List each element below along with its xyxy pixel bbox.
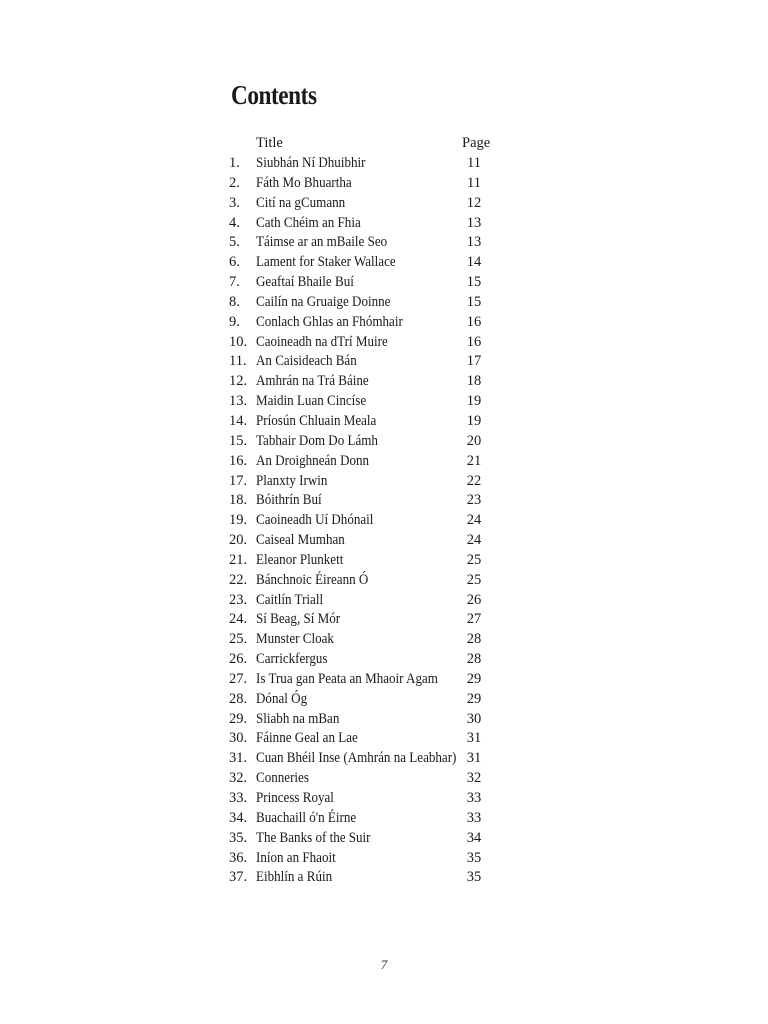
contents-entry	[229, 333, 499, 353]
entry-title: Lament for Staker Wallace	[256, 254, 396, 271]
entry-page: 12	[466, 194, 482, 211]
contents-entry	[229, 313, 499, 333]
entry-number: 1.	[229, 155, 240, 171]
entry-number: 23.	[229, 591, 248, 608]
entry-title: Táimse ar an mBaile Seo	[256, 234, 388, 251]
contents-entry	[229, 372, 499, 392]
entry-page: 15	[466, 293, 482, 310]
entry-number: 26.	[229, 651, 248, 668]
entry-page: 11	[467, 155, 481, 171]
entry-title: Maidin Luan Cincíse	[256, 393, 367, 410]
entry-page: 31	[466, 750, 482, 767]
contents-entry	[229, 273, 499, 293]
entry-page: 24	[466, 512, 482, 529]
entry-title: Fáinne Geal an Lae	[256, 730, 358, 747]
entry-page: 25	[466, 551, 482, 568]
entry-title: An Droighneán Donn	[256, 452, 370, 469]
entry-title: Eleanor Plunkett	[256, 551, 344, 568]
contents-entry	[229, 511, 499, 531]
entry-page: 31	[466, 730, 482, 747]
entry-page: 27	[466, 611, 482, 628]
contents-entry	[229, 829, 499, 849]
page-title: Contents	[231, 80, 317, 110]
entry-title: Planxty Irwin	[256, 472, 328, 489]
entry-title: Bánchnoic Éireann Ó	[256, 571, 369, 588]
entry-title: Fáth Mo Bhuartha	[256, 174, 352, 191]
entry-title: Buachaill ó'n Éirne	[256, 809, 357, 826]
entry-number: 13.	[229, 393, 248, 410]
entry-number: 21.	[229, 551, 248, 568]
contents-entry	[229, 769, 499, 789]
entry-title: Cath Chéim an Fhia	[256, 214, 361, 231]
entry-title: Munster Cloak	[256, 631, 334, 648]
contents-entry	[229, 412, 499, 432]
entry-title: Conneries	[256, 770, 309, 787]
entry-number: 10.	[229, 333, 248, 350]
entry-title: Amhrán na Trá Báine	[256, 373, 369, 390]
contents-entry	[229, 531, 499, 551]
entry-page: 32	[466, 770, 482, 787]
entry-number: 5.	[229, 234, 240, 251]
entry-title: An Caisideach Bán	[256, 353, 357, 370]
contents-entry	[229, 789, 499, 809]
entry-title: Caoineadh na dTrí Muire	[256, 333, 388, 350]
contents-entry	[229, 610, 499, 630]
entry-number: 15.	[229, 432, 248, 449]
contents-entry	[229, 571, 499, 591]
contents-entry	[229, 174, 499, 194]
entry-title: Príosún Chluain Meala	[256, 412, 377, 429]
entry-number: 25.	[229, 631, 248, 648]
entry-number: 16.	[229, 452, 248, 469]
entry-number: 36.	[229, 849, 248, 866]
contents-entry	[229, 630, 499, 650]
contents-entry	[229, 293, 499, 313]
entry-title: Siubhán Ní Dhuibhir	[256, 155, 366, 171]
entry-page: 29	[466, 670, 482, 687]
entry-title: Carrickfergus	[256, 651, 328, 668]
contents-entry	[229, 690, 499, 710]
entry-number: 32.	[229, 770, 248, 787]
entry-title: Cailín na Gruaige Doinne	[256, 293, 391, 310]
entry-page: 22	[466, 472, 482, 489]
contents-entry	[229, 432, 499, 452]
entry-number: 19.	[229, 512, 248, 529]
entry-title: Cití na gCumann	[256, 194, 346, 211]
entry-number: 17.	[229, 472, 248, 489]
entry-number: 8.	[229, 293, 240, 310]
entry-page: 29	[466, 690, 482, 707]
contents-entry	[229, 650, 499, 670]
entry-number: 18.	[229, 492, 248, 509]
entry-page: 28	[466, 651, 482, 668]
entry-page: 20	[466, 432, 482, 449]
contents-entry	[229, 253, 499, 273]
page-number: 7	[380, 957, 388, 972]
entry-page: 23	[466, 492, 482, 509]
entry-page: 19	[466, 412, 482, 429]
contents-entry	[229, 491, 499, 511]
entry-number: 37.	[229, 869, 248, 886]
entry-page: 35	[466, 849, 482, 866]
contents-entry	[229, 194, 499, 214]
entry-number: 6.	[229, 254, 240, 271]
entry-title: Geaftaí Bhaile Buí	[256, 274, 354, 291]
entry-title: Sí Beag, Sí Mór	[256, 611, 341, 628]
contents-entry	[229, 749, 499, 769]
entry-number: 33.	[229, 790, 248, 806]
column-header-title: Title	[256, 135, 283, 151]
entry-title: The Banks of the Suir	[256, 829, 371, 846]
entry-number: 4.	[229, 214, 240, 231]
entry-page: 19	[466, 393, 482, 410]
entry-number: 7.	[229, 274, 240, 291]
entry-page: 24	[466, 532, 482, 549]
contents-entry	[229, 849, 499, 869]
entry-number: 3.	[229, 194, 240, 211]
entry-number: 11.	[229, 353, 247, 370]
contents-entry	[229, 670, 499, 690]
entry-title: Caitlín Triall	[256, 591, 324, 608]
entry-title: Iníon an Fhaoit	[256, 849, 336, 866]
entry-title: Is Trua gan Peata an Mhaoir Agam	[256, 670, 438, 687]
entry-number: 30.	[229, 730, 248, 747]
entry-page: 25	[466, 571, 482, 588]
contents-entry	[229, 452, 499, 472]
entry-page: 33	[466, 809, 482, 826]
contents-entry	[229, 868, 499, 888]
entry-number: 24.	[229, 611, 248, 628]
contents-entry	[229, 154, 499, 174]
contents-entry	[229, 352, 499, 372]
entry-title: Tabhair Dom Do Lámh	[256, 432, 378, 449]
contents-entry	[229, 233, 499, 253]
entry-number: 2.	[229, 174, 240, 191]
entry-title: Conlach Ghlas an Fhómhair	[256, 313, 403, 330]
entry-page: 13	[466, 234, 482, 251]
contents-entry	[229, 551, 499, 571]
entry-number: 31.	[229, 750, 248, 767]
entry-number: 35.	[229, 829, 248, 846]
entry-page: 26	[466, 591, 482, 608]
entry-number: 20.	[229, 532, 248, 549]
contents-entry	[229, 591, 499, 611]
entry-page: 21	[466, 452, 482, 469]
entry-title: Eibhlín a Rúin	[256, 869, 333, 886]
column-header-page: Page	[462, 135, 491, 151]
contents-list	[229, 154, 499, 888]
entry-title: Cuan Bhéil Inse (Amhrán na Leabhar)	[256, 750, 457, 767]
entry-page: 11	[467, 174, 481, 191]
entry-page: 30	[466, 710, 482, 727]
entry-page: 15	[466, 274, 482, 291]
entry-number: 12.	[229, 373, 248, 390]
contents-entry	[229, 729, 499, 749]
entry-number: 27.	[229, 670, 248, 687]
entry-number: 14.	[229, 412, 248, 429]
entry-number: 9.	[229, 313, 240, 330]
entry-page: 34	[466, 829, 482, 846]
contents-entry	[229, 710, 499, 730]
contents-entry	[229, 392, 499, 412]
entry-page: 18	[466, 373, 482, 390]
entry-number: 22.	[229, 571, 248, 588]
entry-page: 33	[466, 790, 482, 806]
entry-page: 16	[466, 313, 482, 330]
entry-title: Caiseal Mumhan	[256, 532, 345, 549]
entry-page: 16	[466, 333, 482, 350]
entry-page: 17	[466, 353, 482, 370]
entry-page: 35	[466, 869, 482, 886]
entry-number: 34.	[229, 809, 248, 826]
entry-number: 28.	[229, 690, 248, 707]
entry-page: 28	[466, 631, 482, 648]
entry-title: Princess Royal	[256, 790, 334, 806]
contents-entry	[229, 472, 499, 492]
entry-number: 29.	[229, 710, 248, 727]
entry-title: Dónal Óg	[256, 690, 308, 707]
contents-entry	[229, 214, 499, 234]
contents-entry	[229, 809, 499, 829]
entry-title: Caoineadh Uí Dhónail	[256, 512, 374, 529]
entry-page: 13	[466, 214, 482, 231]
entry-title: Bóithrín Buí	[256, 492, 322, 509]
entry-page: 14	[466, 254, 482, 271]
entry-title: Sliabh na mBan	[256, 710, 340, 727]
